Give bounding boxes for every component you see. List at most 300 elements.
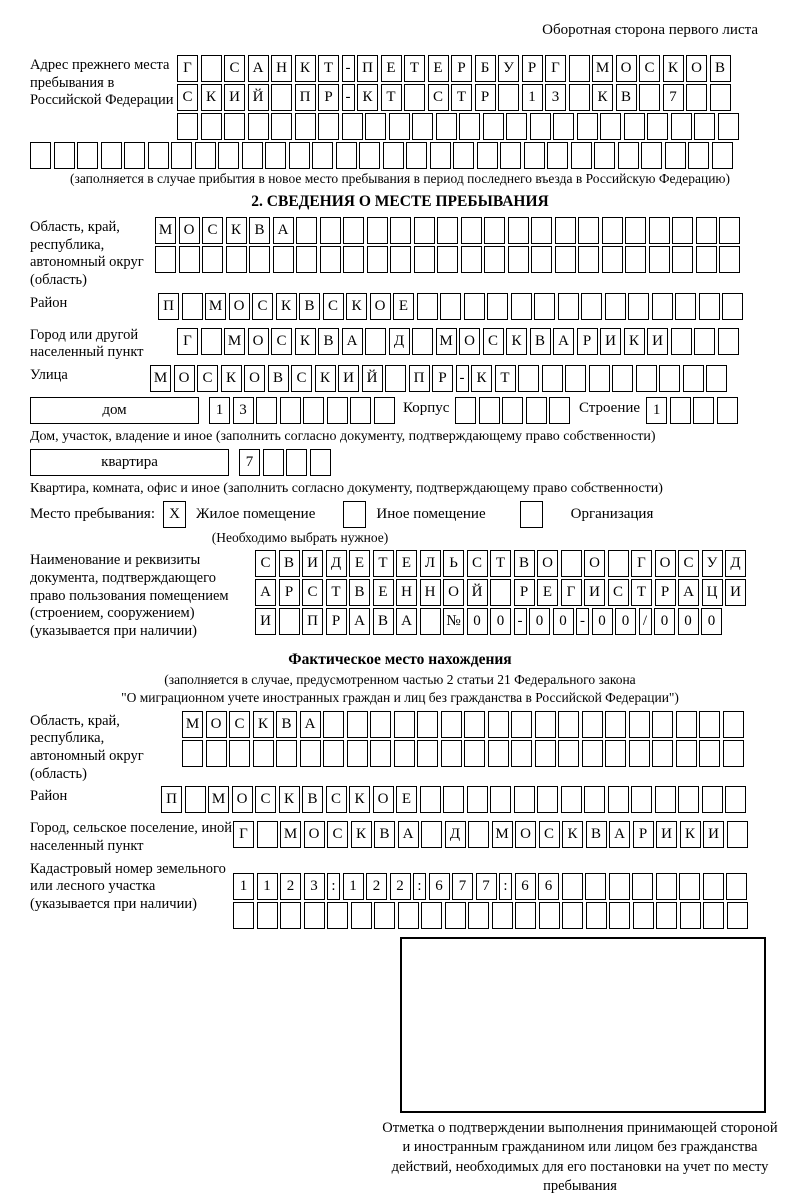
char-box [719, 217, 740, 244]
char-box: Н [271, 55, 292, 82]
char-box: П [158, 293, 179, 320]
char-box: М [155, 217, 176, 244]
char-box [631, 786, 652, 813]
char-box: 7 [663, 84, 684, 111]
region-section [30, 217, 770, 290]
char-box [461, 217, 482, 244]
char-box: О [686, 55, 707, 82]
char-box [303, 397, 324, 424]
char-box: 7 [476, 873, 497, 900]
char-box [276, 740, 297, 767]
char-box: В [530, 328, 551, 355]
char-box [524, 142, 545, 169]
char-box: С [539, 821, 560, 848]
char-box [248, 113, 269, 140]
checkbox-other-premises [343, 501, 366, 528]
char-box [569, 84, 590, 111]
char-box [453, 142, 474, 169]
char-box: С [224, 55, 245, 82]
char-box [420, 786, 441, 813]
char-box: А [678, 579, 699, 606]
char-box [608, 786, 629, 813]
actual-region-label: Область, край, республика, автономный округ (область) [30, 712, 144, 782]
char-box [257, 902, 278, 929]
char-box [727, 902, 748, 929]
char-box: В [349, 579, 370, 606]
char-box [565, 365, 586, 392]
char-box: Г [177, 55, 198, 82]
char-box: С [197, 365, 218, 392]
char-box: М [592, 55, 613, 82]
char-box: О [232, 786, 253, 813]
char-box [443, 786, 464, 813]
char-box: Д [389, 328, 410, 355]
char-box: Г [177, 328, 198, 355]
char-box: В [302, 786, 323, 813]
char-box [577, 113, 598, 140]
char-box: К [357, 84, 378, 111]
char-box: П [302, 608, 323, 635]
actual-location-note-1: (заполняется в случае, предусмотренном частью 2 статьи 21 Федерального закона [164, 671, 636, 687]
actual-region-section [30, 711, 770, 784]
char-box [652, 293, 673, 320]
char-box: Е [396, 550, 417, 577]
char-box: Т [404, 55, 425, 82]
char-box: А [349, 608, 370, 635]
char-box [202, 246, 223, 273]
char-box [703, 902, 724, 929]
char-box: М [492, 821, 513, 848]
char-box [558, 293, 579, 320]
char-box [201, 328, 222, 355]
char-box: К [315, 365, 336, 392]
char-box [296, 246, 317, 273]
char-box [571, 142, 592, 169]
char-box: В [299, 293, 320, 320]
char-box [624, 113, 645, 140]
char-box: Д [326, 550, 347, 577]
char-box: В [586, 821, 607, 848]
char-box: : [413, 873, 426, 900]
char-box: 7 [239, 449, 260, 476]
char-box: К [624, 328, 645, 355]
char-box: Т [490, 550, 511, 577]
char-box: Т [495, 365, 516, 392]
char-box [155, 246, 176, 273]
char-box: Д [725, 550, 746, 577]
char-box: С [639, 55, 660, 82]
char-box [464, 293, 485, 320]
char-box: И [600, 328, 621, 355]
char-box: 6 [429, 873, 450, 900]
char-box: 0 [678, 608, 699, 635]
char-box: 7 [452, 873, 473, 900]
char-box: 1 [257, 873, 278, 900]
char-box [343, 246, 364, 273]
char-box [464, 711, 485, 738]
char-box [718, 113, 739, 140]
char-box: И [656, 821, 677, 848]
char-box [229, 740, 250, 767]
char-box [385, 365, 406, 392]
char-box: 6 [515, 873, 536, 900]
char-box [649, 246, 670, 273]
char-box: О [248, 328, 269, 355]
char-box: О [179, 217, 200, 244]
char-box: М [280, 821, 301, 848]
char-box: О [616, 55, 637, 82]
char-box: П [161, 786, 182, 813]
char-box: - [342, 55, 355, 82]
stamp-area [382, 937, 778, 1197]
char-box [632, 873, 653, 900]
district-label: Район [30, 294, 68, 311]
char-box [233, 902, 254, 929]
char-box: У [498, 55, 519, 82]
char-box [477, 142, 498, 169]
char-box [652, 711, 673, 738]
char-box [177, 113, 198, 140]
char-box: Г [545, 55, 566, 82]
char-box: А [255, 579, 276, 606]
char-box [582, 740, 603, 767]
char-box [343, 217, 364, 244]
char-box: К [295, 328, 316, 355]
char-box [224, 113, 245, 140]
char-box [441, 711, 462, 738]
actual-district-label: Район [30, 788, 68, 805]
char-box [280, 902, 301, 929]
option-other-premises-label: Иное помещение [376, 506, 486, 523]
char-box [367, 217, 388, 244]
char-box: К [295, 55, 316, 82]
char-box: С [255, 550, 276, 577]
char-box [562, 873, 583, 900]
char-box: 1 [209, 397, 230, 424]
char-box: 2 [390, 873, 411, 900]
char-box [195, 142, 216, 169]
char-box [535, 740, 556, 767]
char-box: М [224, 328, 245, 355]
char-box [412, 113, 433, 140]
char-box: - [456, 365, 469, 392]
char-box [271, 84, 292, 111]
char-box: 0 [553, 608, 574, 635]
char-box [253, 740, 274, 767]
char-box: А [398, 821, 419, 848]
char-box [585, 873, 606, 900]
char-box [350, 397, 371, 424]
char-box: В [374, 821, 395, 848]
char-box-row [646, 397, 740, 424]
char-box: А [300, 711, 321, 738]
char-box: К [663, 55, 684, 82]
char-box: Е [537, 579, 558, 606]
char-box: Т [318, 55, 339, 82]
char-box: М [205, 293, 226, 320]
char-box [515, 902, 536, 929]
char-box [420, 608, 441, 635]
char-box [558, 711, 579, 738]
char-box: С [678, 550, 699, 577]
char-box: Л [420, 550, 441, 577]
char-box [511, 740, 532, 767]
option-residential-label: Жилое помещение [196, 506, 316, 523]
char-box [656, 873, 677, 900]
char-box: Р [475, 84, 496, 111]
char-box [639, 84, 660, 111]
char-box: Й [248, 84, 269, 111]
char-box [602, 217, 623, 244]
char-box: 0 [467, 608, 488, 635]
char-box-row [182, 740, 746, 767]
char-box [555, 217, 576, 244]
korpus-label: Корпус [403, 400, 450, 417]
stay-type-section [30, 501, 770, 528]
char-box: : [499, 873, 512, 900]
char-box: Й [362, 365, 383, 392]
char-box: О [443, 579, 464, 606]
char-box [54, 142, 75, 169]
char-box [609, 873, 630, 900]
char-box [365, 113, 386, 140]
char-box: И [725, 579, 746, 606]
char-box [665, 142, 686, 169]
char-box [483, 113, 504, 140]
char-box: Р [633, 821, 654, 848]
char-box [479, 397, 500, 424]
char-box [242, 142, 263, 169]
char-box [201, 55, 222, 82]
char-box: О [373, 786, 394, 813]
char-box [725, 786, 746, 813]
char-box [436, 113, 457, 140]
char-box [182, 293, 203, 320]
char-box-row [455, 397, 573, 424]
char-box [327, 902, 348, 929]
char-box [256, 397, 277, 424]
char-box-row [177, 84, 741, 111]
char-box: К [351, 821, 372, 848]
char-box [30, 142, 51, 169]
char-box: О [584, 550, 605, 577]
stay-type-label: Место пребывания: [30, 506, 155, 523]
char-box: О [459, 328, 480, 355]
char-box [609, 902, 630, 929]
char-box: В [268, 365, 289, 392]
char-box: С [291, 365, 312, 392]
char-box: К [346, 293, 367, 320]
char-box: Р [326, 608, 347, 635]
char-box [586, 902, 607, 929]
char-box-row [182, 711, 746, 738]
char-box: С [202, 217, 223, 244]
char-box [652, 740, 673, 767]
char-box [511, 293, 532, 320]
char-box [511, 711, 532, 738]
char-box [459, 113, 480, 140]
char-box [148, 142, 169, 169]
actual-city-label: Город, сельское поселение, иной населенный пункт [30, 820, 233, 854]
char-box [561, 786, 582, 813]
char-box [636, 365, 657, 392]
char-box-row [158, 293, 746, 320]
char-box: А [553, 328, 574, 355]
char-box [124, 142, 145, 169]
char-box [629, 711, 650, 738]
cadastre-section [30, 859, 770, 931]
char-box: Г [631, 550, 652, 577]
document-label: Наименование и реквизиты документа, подтверждающего право пользования помещением (строением, сооружением) (указывается при наличии) [30, 552, 229, 639]
prev-address-section [30, 55, 770, 142]
char-box [629, 740, 650, 767]
char-box [628, 293, 649, 320]
char-box [605, 293, 626, 320]
char-box [492, 902, 513, 929]
char-box [389, 113, 410, 140]
char-box-row [233, 821, 750, 848]
char-box: И [647, 328, 668, 355]
char-box-row [177, 113, 741, 140]
char-box [555, 246, 576, 273]
char-box: У [702, 550, 723, 577]
char-box: М [150, 365, 171, 392]
char-box [625, 246, 646, 273]
char-box [633, 902, 654, 929]
street-section [30, 365, 770, 394]
char-box: 0 [701, 608, 722, 635]
char-box [289, 142, 310, 169]
char-box [367, 246, 388, 273]
cadastre-label: Кадастровый номер земельного или лесного участка (указывается при наличии) [30, 860, 226, 913]
char-box [464, 740, 485, 767]
char-box [359, 142, 380, 169]
char-box [398, 902, 419, 929]
char-box: Б [475, 55, 496, 82]
char-box [584, 786, 605, 813]
char-box [286, 449, 307, 476]
char-box [271, 113, 292, 140]
char-box [300, 740, 321, 767]
char-box: 0 [529, 608, 550, 635]
char-box [549, 397, 570, 424]
apartment-type-box: квартира [30, 449, 229, 476]
actual-district-section [30, 786, 770, 815]
char-box: Е [349, 550, 370, 577]
char-box: И [584, 579, 605, 606]
city-label: Город или другой населенный пункт [30, 326, 144, 361]
char-box [518, 365, 539, 392]
char-box: О [515, 821, 536, 848]
char-box [273, 246, 294, 273]
char-box: Ц [702, 579, 723, 606]
char-box: Р [577, 328, 598, 355]
char-box: В [318, 328, 339, 355]
char-box: Й [467, 579, 488, 606]
char-box [531, 246, 552, 273]
char-box: К [680, 821, 701, 848]
char-box [461, 246, 482, 273]
char-box [179, 246, 200, 273]
char-box: С [467, 550, 488, 577]
char-box [683, 365, 704, 392]
char-box: 2 [366, 873, 387, 900]
char-box: К [592, 84, 613, 111]
char-box: 3 [545, 84, 566, 111]
char-box [323, 740, 344, 767]
char-box: : [327, 873, 340, 900]
street-label: Улица [30, 367, 68, 384]
char-box [706, 365, 727, 392]
char-box [534, 293, 555, 320]
char-box: К [506, 328, 527, 355]
char-box [404, 84, 425, 111]
char-box: С [302, 579, 323, 606]
char-box: Р [514, 579, 535, 606]
char-box-row [255, 608, 749, 635]
char-box [712, 142, 733, 169]
char-box: О [206, 711, 227, 738]
char-box [374, 397, 395, 424]
char-box: М [436, 328, 457, 355]
char-box [506, 113, 527, 140]
city-section [30, 325, 770, 362]
char-box: 0 [615, 608, 636, 635]
char-box [561, 550, 582, 577]
char-box: П [409, 365, 430, 392]
char-box: К [253, 711, 274, 738]
char-box: К [201, 84, 222, 111]
char-box [312, 142, 333, 169]
char-box [310, 449, 331, 476]
char-box [327, 397, 348, 424]
char-box [304, 902, 325, 929]
char-box: П [295, 84, 316, 111]
stay-type-note: (Необходимо выбрать нужное) [211, 530, 389, 546]
char-box [421, 821, 442, 848]
char-box: О [174, 365, 195, 392]
char-box: В [279, 550, 300, 577]
char-box: 0 [654, 608, 675, 635]
char-box [562, 902, 583, 929]
char-box: К [276, 293, 297, 320]
char-box [263, 449, 284, 476]
char-box [417, 293, 438, 320]
char-box: С [326, 786, 347, 813]
char-box: С [327, 821, 348, 848]
house-section [30, 397, 770, 426]
char-box: - [576, 608, 589, 635]
char-box [342, 113, 363, 140]
char-box [531, 217, 552, 244]
option-organization-label: Организация [570, 506, 654, 523]
char-box: 3 [233, 397, 254, 424]
char-box: Р [522, 55, 543, 82]
char-box [699, 293, 720, 320]
prev-address-note: (заполняется в случае прибытия в новое место пребывания в период последнего въезда в Российскую Федерацию) [69, 171, 731, 186]
char-box [206, 740, 227, 767]
char-box: Д [445, 821, 466, 848]
char-box: Т [631, 579, 652, 606]
char-box [490, 786, 511, 813]
char-box: Е [381, 55, 402, 82]
char-box [320, 246, 341, 273]
char-box [296, 217, 317, 244]
char-box: С [323, 293, 344, 320]
char-box: Р [318, 84, 339, 111]
char-box: И [224, 84, 245, 111]
char-box: / [639, 608, 652, 635]
